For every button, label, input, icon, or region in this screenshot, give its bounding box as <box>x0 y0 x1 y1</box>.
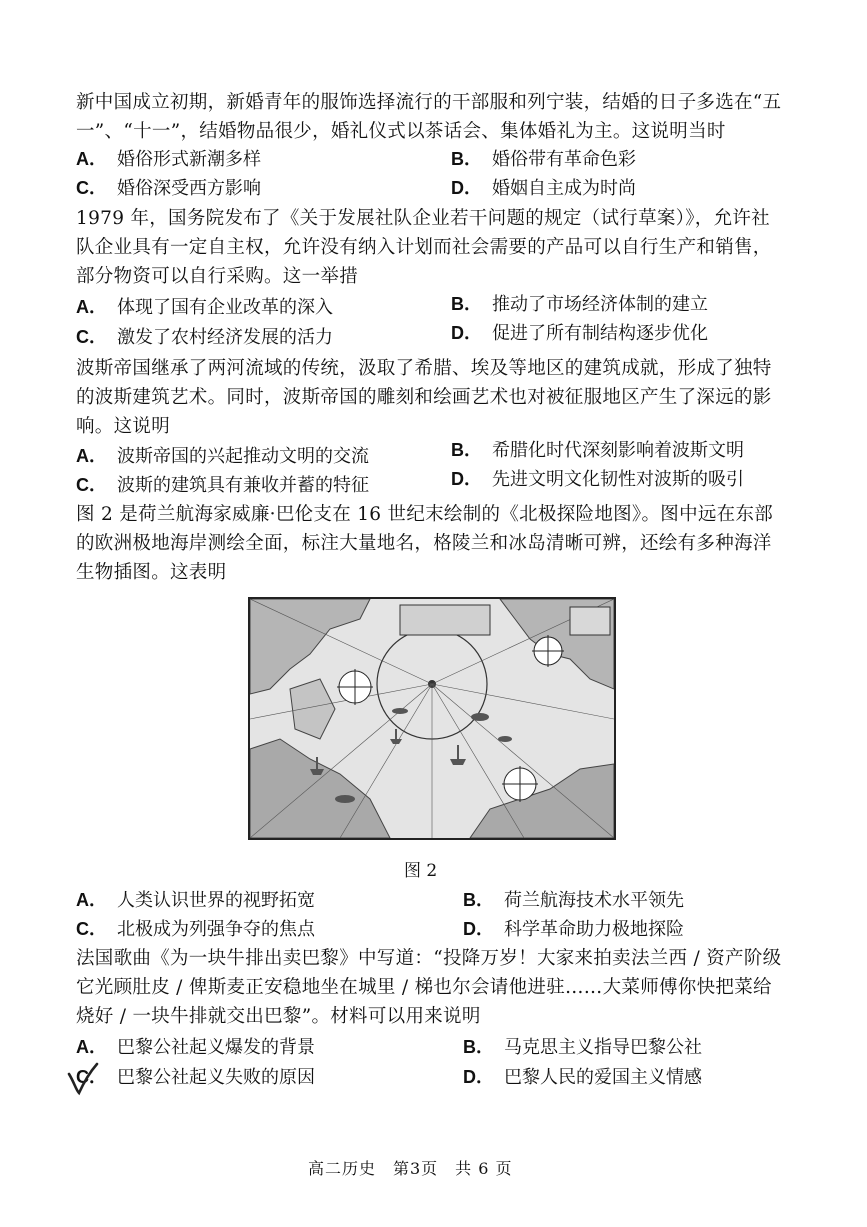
option-a: A． 体现了国有企业改革的深入 <box>76 297 333 318</box>
question-stem-2: 1979 年，国务院发布了《关于发展社队企业若干问题的规定（试行草案）》，允许社队企业具有一定自主权，允许没有纳入计划而社会需要的产品可以自行生产和销售，部分物资可以自行采购。这一举措 <box>76 208 772 287</box>
option-a: A． 波斯帝国的兴起推动文明的交流 <box>76 446 369 467</box>
option-b: B． 推动了市场经济体制的建立 <box>451 294 708 315</box>
option-b: B． 希腊化时代深刻影响着波斯文明 <box>451 440 744 461</box>
option-c: C． 激发了农村经济发展的活力 <box>76 327 333 348</box>
question-stem-1: 新中国成立初期，新婚青年的服饰选择流行的干部服和列宁装，结婚的日子多选在“五一”、“十一”，结婚物品很少，婚礼仪式以茶话会、集体婚礼为主。这说明当时 <box>76 92 782 142</box>
question-stem-3: 波斯帝国继承了两河流域的传统，汲取了希腊、埃及等地区的建筑成就，形成了独特的波斯建筑艺术。同时，波斯帝国的雕刻和绘画艺术也对被征服地区产生了深远的影响。这说明 <box>76 358 772 437</box>
option-c: C． 巴黎公社起义失败的原因 <box>76 1067 315 1088</box>
page-footer: 高二历史 第3页 共 6 页 <box>308 1159 513 1178</box>
figure-caption: 图 2 <box>404 861 438 881</box>
option-b: B． 马克思主义指导巴黎公社 <box>463 1037 702 1058</box>
option-b: B． 荷兰航海技术水平领先 <box>463 890 684 911</box>
option-a: A． 人类认识世界的视野拓宽 <box>76 890 315 911</box>
option-a: A． 巴黎公社起义爆发的背景 <box>76 1037 315 1058</box>
option-d: D． 巴黎人民的爱国主义情感 <box>463 1067 702 1088</box>
option-b: B． 婚俗带有革命色彩 <box>451 149 636 170</box>
option-d: D． 促进了所有制结构逐步优化 <box>451 323 708 344</box>
option-c: C． 北极成为列强争夺的焦点 <box>76 919 315 940</box>
question-stem-4: 图 2 是荷兰航海家威廉·巴伦支在 16 世纪末绘制的《北极探险地图》。图中远在东部的欧洲极地海岸测绘全面，标注大量地名，格陵兰和冰岛清晰可辨，还绘有多种海洋生物插图。这表明 <box>76 504 774 583</box>
arctic-map-figure <box>248 597 616 840</box>
option-d: D． 婚姻自主成为时尚 <box>451 178 636 199</box>
handwritten-checkmark-icon <box>66 1060 100 1096</box>
option-a: A． 婚俗形式新潮多样 <box>76 149 261 170</box>
option-d: D． 科学革命助力极地探险 <box>463 919 684 940</box>
option-c: C． 波斯的建筑具有兼收并蓄的特征 <box>76 475 369 496</box>
question-stem-5: 法国歌曲《为一块牛排出卖巴黎》中写道：“投降万岁！大家来拍卖法兰西 / 资产阶级它光顾肚皮 / 俾斯麦正安稳地坐在城里 / 梯也尔会请他进驻……大菜师傅你快把菜给烧好 / 一块牛排就交出巴黎”。材料可以用来说明 <box>76 948 782 1027</box>
option-d: D． 先进文明文化韧性对波斯的吸引 <box>451 469 744 490</box>
option-c: C． 婚俗深受西方影响 <box>76 178 261 199</box>
